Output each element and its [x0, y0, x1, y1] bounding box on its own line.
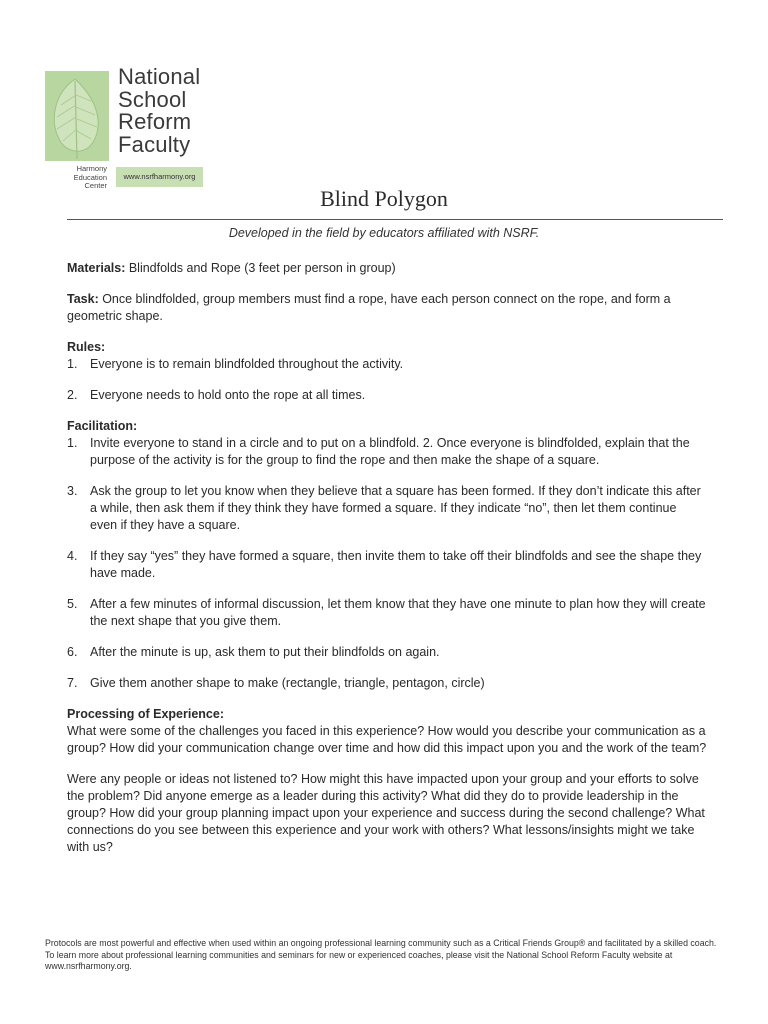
document-body — [67, 260, 707, 856]
center-name-line: Harmony — [76, 164, 107, 173]
list-item — [67, 548, 707, 582]
list-number: 1. — [67, 357, 78, 371]
materials-paragraph — [67, 260, 707, 277]
org-name — [118, 66, 200, 156]
nsrf-logo-leaf — [45, 71, 109, 161]
list-item — [67, 675, 707, 692]
rules-heading: Rules: — [67, 340, 106, 354]
list-spacer — [67, 582, 707, 596]
list-number: 5. — [67, 597, 78, 611]
list-item — [67, 356, 707, 373]
task-text: Once blindfolded, group members must find a rope, have each person connect on the rope, and form a geometric shape. — [67, 292, 671, 323]
list-spacer — [67, 661, 707, 675]
page-title: Blind Polygon — [320, 186, 448, 211]
list-text: Everyone needs to hold onto the rope at all times. — [90, 388, 366, 402]
list-item — [67, 644, 707, 661]
list-text: If they say “yes” they have formed a square, then invite them to take off their blindfolds and see the shape they have made. — [90, 549, 702, 580]
facilitation-list — [67, 435, 707, 692]
list-number: 2. — [67, 388, 78, 402]
task-paragraph — [67, 291, 707, 325]
list-text: Ask the group to let you know when they believe that a square has been formed. If they don’t indicate this after a while, then ask them if they think they have formed a square. If they indicate “no”, then let them continue even if they have a square. — [90, 484, 701, 532]
processing-paragraph-2: Were any people or ideas not listened to? How might this have impacted upon your group and your efforts to solve the problem? Did anyone emerge as a leader during this activity? What did they do to provide leadership in the group? How did your group planning impact upon your experience and success during the second challenge? What connections do you see between this experience and your work with others? What lessons/insights might we take with us? — [67, 772, 705, 854]
processing-paragraph-1: What were some of the challenges you faced in this experience? How would you describe your communication as a group? How did your communication change over time and how did this impact upon you and the work of the team? — [67, 724, 707, 755]
materials-text: Blindfolds and Rope (3 feet per person in group) — [125, 261, 396, 275]
website-url: www.nsrfharmony.org — [116, 167, 203, 187]
org-name-line: Faculty — [118, 131, 191, 157]
list-text: Give them another shape to make (rectangle, triangle, pentagon, circle) — [90, 676, 485, 690]
list-text: After the minute is up, ask them to put their blindfolds on again. — [90, 645, 440, 659]
task-label: Task: — [67, 292, 99, 306]
facilitation-heading: Facilitation: — [67, 419, 138, 433]
list-spacer — [67, 469, 707, 483]
list-number: 7. — [67, 676, 78, 690]
list-item — [67, 387, 707, 404]
list-item — [67, 596, 707, 630]
page-subtitle: Developed in the field by educators affiliated with NSRF. — [228, 226, 540, 240]
list-spacer — [67, 534, 707, 548]
rules-list — [67, 356, 707, 404]
processing-heading: Processing of Experience: — [67, 707, 225, 721]
list-number: 3. — [67, 484, 78, 498]
list-item — [67, 483, 707, 534]
list-spacer — [67, 630, 707, 644]
list-number: 4. — [67, 549, 78, 563]
list-text: Everyone is to remain blindfolded throughout the activity. — [90, 357, 404, 371]
list-number: 1. — [67, 436, 78, 450]
footer-note: Protocols are most powerful and effective when used within an ongoing professional learning community such as a Critical Friends Group® and facilitated by a skilled coach. To learn more about professional learning communities and seminars for new or experienced coaches, please visit the National School Reform Faculty website at www.nsrfharmony.org. — [45, 938, 717, 971]
center-name-line: Center — [84, 181, 107, 190]
leaf-icon — [45, 71, 109, 161]
org-name-line: National — [118, 64, 201, 89]
list-text: After a few minutes of informal discussion, let them know that they have one minute to plan how they will create the next shape that you give them. — [90, 597, 706, 628]
list-text: Invite everyone to stand in a circle and to put on a blindfold. 2. Once everyone is blindfolded, explain that the purpose of the activity is for the group to find the rope and then make the shape of a square. — [90, 436, 690, 467]
center-name-line: Education — [73, 172, 107, 182]
title-divider — [67, 219, 723, 220]
list-spacer — [67, 373, 707, 387]
materials-label: Materials: — [67, 261, 126, 275]
org-name-line: School — [118, 86, 187, 112]
list-number: 6. — [67, 645, 78, 659]
org-name-line: Reform — [118, 109, 192, 134]
list-item — [67, 435, 707, 469]
